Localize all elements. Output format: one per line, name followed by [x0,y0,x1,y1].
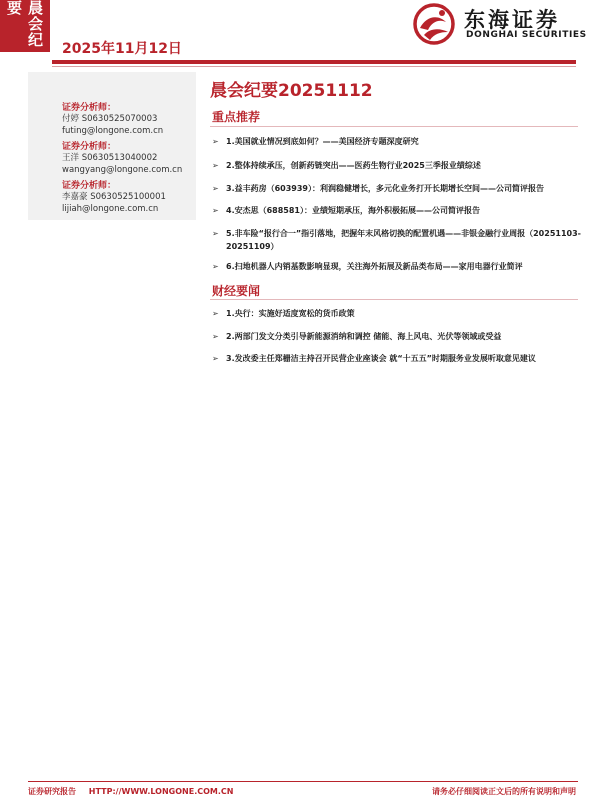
analyst-email: lijiah@longone.com.cn [62,203,159,214]
analyst-block [62,180,192,215]
section-title-key-recommendations: 重点推荐 [212,110,261,124]
header-divider-thin [52,66,576,67]
bullet-arrow-icon: ➢ [212,229,219,238]
logo-english-name: DONGHAI SECURITIES [466,30,587,40]
analyst-role: 证券分析师： [62,181,117,191]
bullet-arrow-icon: ➢ [212,161,219,170]
bullet-arrow-icon: ➢ [212,332,219,341]
item-text: 3.发改委主任郑栅洁主持召开民营企业座谈会 就“十五五”时期服务业发展听取意见建议 [226,354,536,363]
item-text: 4.安杰思（688581）：业绩短期承压，海外积极拓展——公司简评报告 [226,206,481,215]
key-recommendation-item[interactable] [212,159,584,172]
analyst-block [62,102,192,137]
item-text: 5.非车险“报行合一”指引落地，把握年末风格切换的配置机遇——非银金融行业周报（20251103-20251109） [226,229,581,251]
analyst-email: futing@longone.com.cn [62,125,164,136]
bullet-arrow-icon: ➢ [212,137,219,146]
analyst-block [62,141,192,176]
analyst-role: 证券分析师： [62,103,117,113]
report-date: 2025年11月12日 [62,41,182,57]
item-text: 2.整体持续承压，创新药链突出——医药生物行业2025三季报业绩综述 [226,161,481,170]
section-divider [210,299,578,300]
key-recommendation-item[interactable] [212,260,584,273]
item-text: 6.扫地机器人内销基数影响显现，关注海外拓展及新品类布局——家用电器行业简评 [226,262,523,271]
analyst-role: 证券分析师： [62,142,117,152]
item-text: 3.益丰药房（603939）：利润稳健增长，多元化业务打开长期增长空间——公司简评报告 [226,184,545,193]
analyst-name-id: 李嘉豪 S0630525100001 [62,192,166,202]
key-recommendation-item[interactable] [212,182,584,195]
item-text: 1.央行：实施好适度宽松的货币政策 [226,309,355,318]
footer-website-link[interactable]: HTTP://WWW.LONGONE.COM.CN [88,787,234,796]
section-title-financial-news: 财经要闻 [212,284,261,298]
company-logo [412,2,592,48]
key-recommendation-item[interactable] [212,135,584,148]
bullet-arrow-icon: ➢ [212,309,219,318]
financial-news-item[interactable] [212,307,584,320]
side-tab-label: 晨会纪要 [0,0,50,52]
item-text: 2.两部门发文分类引导新能源消纳和调控 储能、海上风电、光伏等领域或受益 [226,332,502,341]
key-recommendation-item[interactable] [212,204,584,217]
analyst-email: wangyang@longone.com.cn [62,164,183,175]
bullet-arrow-icon: ➢ [212,354,219,363]
financial-news-item[interactable] [212,352,584,365]
section-divider [210,126,578,127]
footer-left [28,786,233,797]
footer-disclaimer: 请务必仔细阅读正文后的所有说明和声明 [432,787,576,796]
analyst-name-id: 王洋 S0630513040002 [62,153,158,163]
bullet-arrow-icon: ➢ [212,184,219,193]
page-title: 晨会纪要20251112 [210,81,373,101]
header-divider [52,60,576,64]
bullet-arrow-icon: ➢ [212,206,219,215]
financial-news-item[interactable] [212,330,584,343]
item-text: 1.美国就业情况到底如何？——美国经济专题深度研究 [226,137,419,146]
footer-report-type: 证券研究报告 [28,787,76,796]
analyst-name-id: 付婷 S0630525070003 [62,114,158,124]
key-recommendation-item[interactable] [212,227,584,253]
donghai-wave-logo-icon [412,2,456,46]
footer-divider [28,781,578,782]
bullet-arrow-icon: ➢ [212,262,219,271]
logo-chinese-name: 东海证券 [464,8,560,32]
